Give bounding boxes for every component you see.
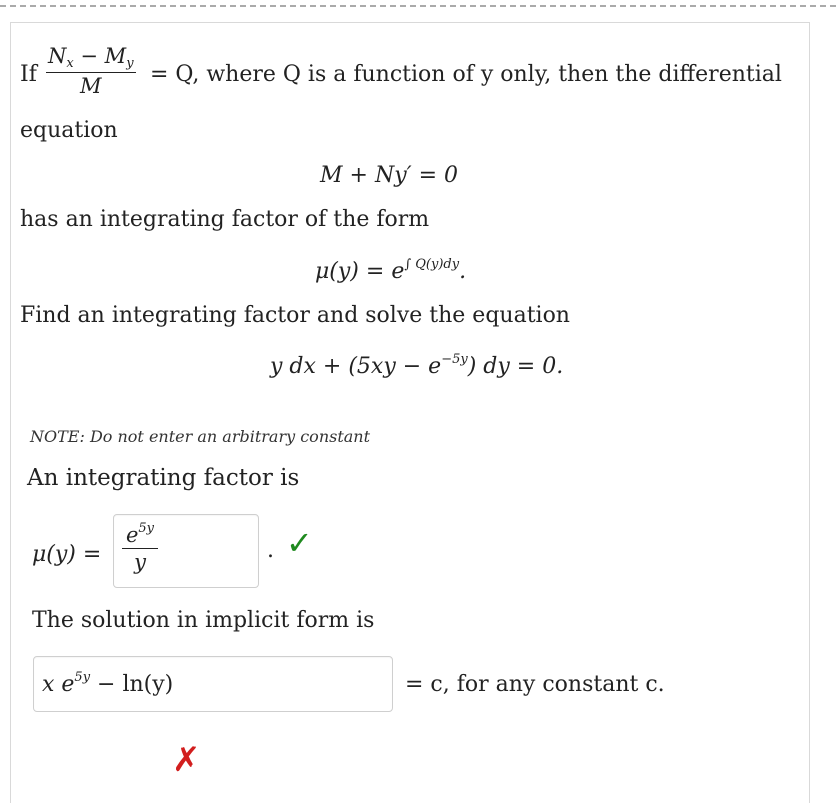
factor-answer-input[interactable] — [113, 514, 259, 588]
factor-label: An integrating factor is — [27, 465, 300, 491]
check-icon: ✓ — [286, 524, 313, 562]
factor-period: . — [267, 538, 274, 563]
equation-3: y dx + $(5xy - e^{-5y})$ dy = 0. — [270, 352, 564, 379]
equation-1: M + Ny′ = 0 — [320, 163, 459, 188]
solution-rhs: = c, for any constant c. — [405, 672, 665, 697]
solution-answer-text: x $e^{5y} - \ln(y)$ — [42, 670, 174, 697]
solution-label: The solution in implicit form is — [32, 608, 375, 633]
top-dashed-border — [0, 5, 836, 7]
note-text: NOTE: Do not enter an arbitrary constant — [30, 427, 371, 446]
factor-lhs: μ(y) = — [32, 542, 102, 567]
solution-answer-input[interactable] — [33, 656, 393, 712]
intro-if: If — [20, 62, 37, 87]
equation-2: $\mu(y) = e^{\int Q(y)dy}$. — [315, 257, 467, 284]
factor-answer-fraction: $e^{5y}$ y — [122, 521, 158, 574]
text-find-factor: Find an integrating factor and solve the equation — [20, 303, 570, 328]
intro-cont: equation — [20, 118, 118, 143]
text-integrating-factor-form: has an integrating factor of the form — [20, 207, 430, 232]
fraction-nx-my-over-m: $N_x - M_y$ M — [48, 44, 134, 98]
cross-icon: ✗ — [172, 740, 201, 780]
intro-rest: = Q, where Q is a function of y only, then the differential — [150, 62, 782, 87]
